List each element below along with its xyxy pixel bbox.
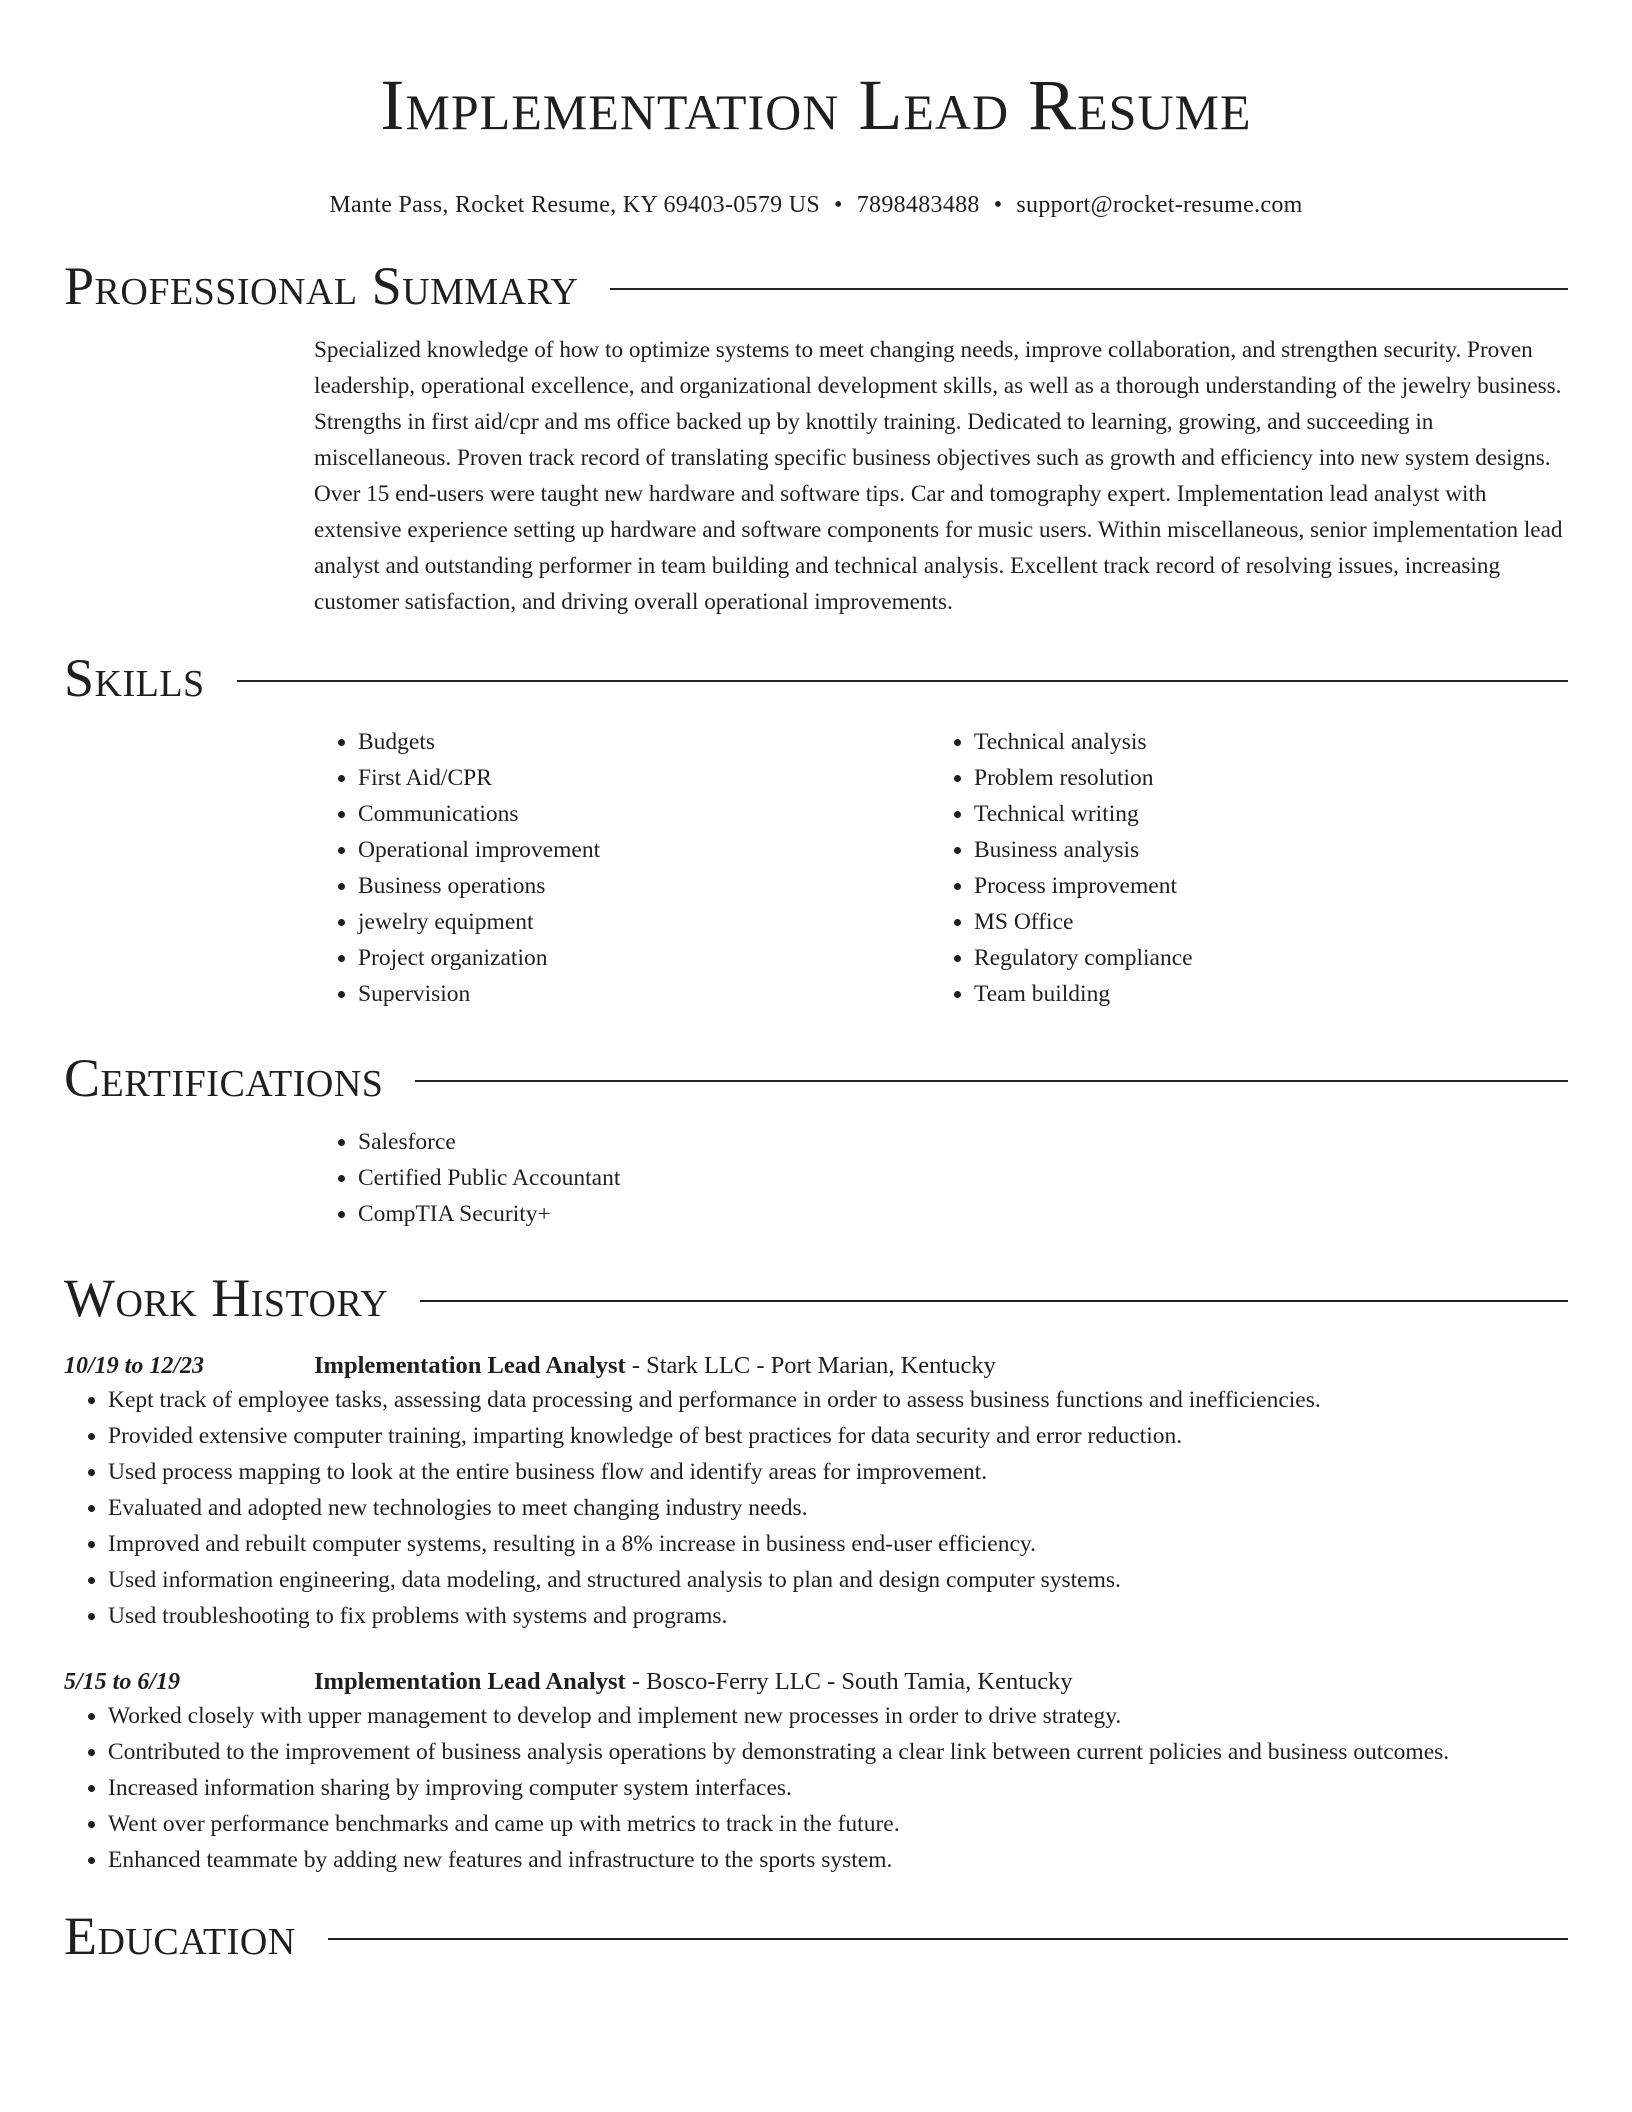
skills-column-left — [314, 724, 930, 1012]
skill-item: • Business operations — [358, 868, 930, 904]
job-header — [64, 1666, 1568, 1698]
job-dates: 5/15 to 6/19 — [64, 1669, 181, 1695]
summary-body — [314, 332, 1568, 620]
certifications-list — [314, 1124, 1568, 1232]
resume-title: Implementation Lead Resume — [380, 65, 1252, 145]
skill-item: • jewelry equipment — [358, 904, 930, 940]
job-bullet: • Contributed to the improvement of business analysis operations by demonstrating a clear link between current policies and business outcomes. — [108, 1734, 1568, 1770]
job-bullet: • Improved and rebuilt computer systems, resulting in a 8% increase in business end-user efficiency. — [108, 1526, 1568, 1562]
skill-item: • Communications — [358, 796, 930, 832]
contact-email: support@rocket-resume.com — [1016, 192, 1303, 218]
skill-item: • Problem resolution — [974, 760, 1546, 796]
summary-section-header — [64, 254, 1568, 318]
contact-phone: 7898483488 — [856, 192, 980, 218]
skills-list-left — [314, 724, 930, 1012]
certifications-section-header — [64, 1046, 1568, 1110]
section-divider — [610, 288, 1568, 290]
job-title-line — [314, 1350, 996, 1382]
skills-body — [314, 724, 1568, 1012]
skills-list-right — [930, 724, 1546, 1012]
job-header — [64, 1350, 1568, 1382]
skill-item: • Supervision — [358, 976, 930, 1012]
skill-item: • Technical analysis — [974, 724, 1546, 760]
contact-separator: • — [834, 192, 843, 218]
skill-item: • Team building — [974, 976, 1546, 1012]
skill-item: • Budgets — [358, 724, 930, 760]
job-bullet: • Worked closely with upper management to develop and implement new processes in order to drive strategy. — [108, 1698, 1568, 1734]
skill-item: • Operational improvement — [358, 832, 930, 868]
job-bullet-list — [64, 1698, 1568, 1878]
skill-item: • Technical writing — [974, 796, 1546, 832]
job-company: - Bosco-Ferry LLC - South Tamia, Kentucky — [625, 1668, 1073, 1695]
job-company: - Stark LLC - Port Marian, Kentucky — [625, 1352, 996, 1379]
contact-separator: • — [993, 192, 1003, 218]
certification-item: • Certified Public Accountant — [358, 1160, 1568, 1196]
job-bullet-list — [64, 1382, 1568, 1634]
contact-line — [64, 190, 1568, 220]
education-heading: Education — [64, 1906, 296, 1966]
education-section-header — [64, 1904, 1568, 1968]
contact-address: Mante Pass, Rocket Resume, KY 69403-0579 US — [329, 192, 821, 218]
job-entry — [64, 1666, 1568, 1878]
job-entry — [64, 1350, 1568, 1634]
skills-heading: Skills — [64, 648, 205, 708]
job-bullet: • Used information engineering, data modeling, and structured analysis to plan and design computer systems. — [108, 1562, 1568, 1598]
summary-text: Specialized knowledge of how to optimize systems to meet changing needs, improve collaboration, and strengthen security. Proven leadership, operational excellence, and organizational development skills, as well as a thorough understanding of the jewelry business. Strengths in first aid/cpr and ms office backed up by knottily training. Dedicated to learning, growing, and succeeding in miscellaneous. Proven track record of translating specific business objectives such as growth and efficiency into new system designs. Over 15 end-users were taught new hardware and software tips. Car and tomography expert. Implementation lead analyst with extensive experience setting up hardware and software components for music users. Within miscellaneous, senior implementation lead analyst and outstanding performer in team building and technical analysis. Excellent track record of resolving issues, increasing customer satisfaction, and driving overall operational improvements. — [314, 337, 1563, 615]
skill-item: • Business analysis — [974, 832, 1546, 868]
skill-item: • Regulatory compliance — [974, 940, 1546, 976]
job-bullet: • Kept track of employee tasks, assessing data processing and performance in order to assess business functions and inefficiencies. — [108, 1382, 1568, 1418]
job-title: Implementation Lead Analyst — [314, 1352, 626, 1379]
section-divider — [420, 1300, 1568, 1302]
section-divider — [415, 1080, 1568, 1082]
job-title-line — [314, 1666, 1073, 1698]
section-divider — [237, 680, 1568, 682]
work-history-section-header — [64, 1266, 1568, 1330]
work-history-heading: Work History — [64, 1268, 389, 1328]
job-bullet: • Increased information sharing by improving computer system interfaces. — [108, 1770, 1568, 1806]
section-divider — [328, 1938, 1568, 1940]
skill-item: • Project organization — [358, 940, 930, 976]
job-dates: 10/19 to 12/23 — [64, 1353, 205, 1379]
summary-heading: Professional Summary — [64, 256, 579, 316]
job-bullet: • Enhanced teammate by adding new features and infrastructure to the sports system. — [108, 1842, 1568, 1878]
certification-item: • Salesforce — [358, 1124, 1568, 1160]
skills-section-header — [64, 646, 1568, 710]
certifications-body — [314, 1124, 1568, 1232]
job-bullet: • Used troubleshooting to fix problems with systems and programs. — [108, 1598, 1568, 1634]
skill-item: • First Aid/CPR — [358, 760, 930, 796]
skills-column-right — [930, 724, 1546, 1012]
job-bullet: • Provided extensive computer training, imparting knowledge of best practices for data security and error reduction. — [108, 1418, 1568, 1454]
skill-item: • Process improvement — [974, 868, 1546, 904]
job-bullet: • Evaluated and adopted new technologies to meet changing industry needs. — [108, 1490, 1568, 1526]
job-bullet: • Went over performance benchmarks and came up with metrics to track in the future. — [108, 1806, 1568, 1842]
certifications-heading: Certifications — [64, 1048, 384, 1108]
skill-item: • MS Office — [974, 904, 1546, 940]
job-bullet: • Used process mapping to look at the entire business flow and identify areas for improvement. — [108, 1454, 1568, 1490]
job-title: Implementation Lead Analyst — [314, 1668, 626, 1695]
certification-item: • CompTIA Security+ — [358, 1196, 1568, 1232]
